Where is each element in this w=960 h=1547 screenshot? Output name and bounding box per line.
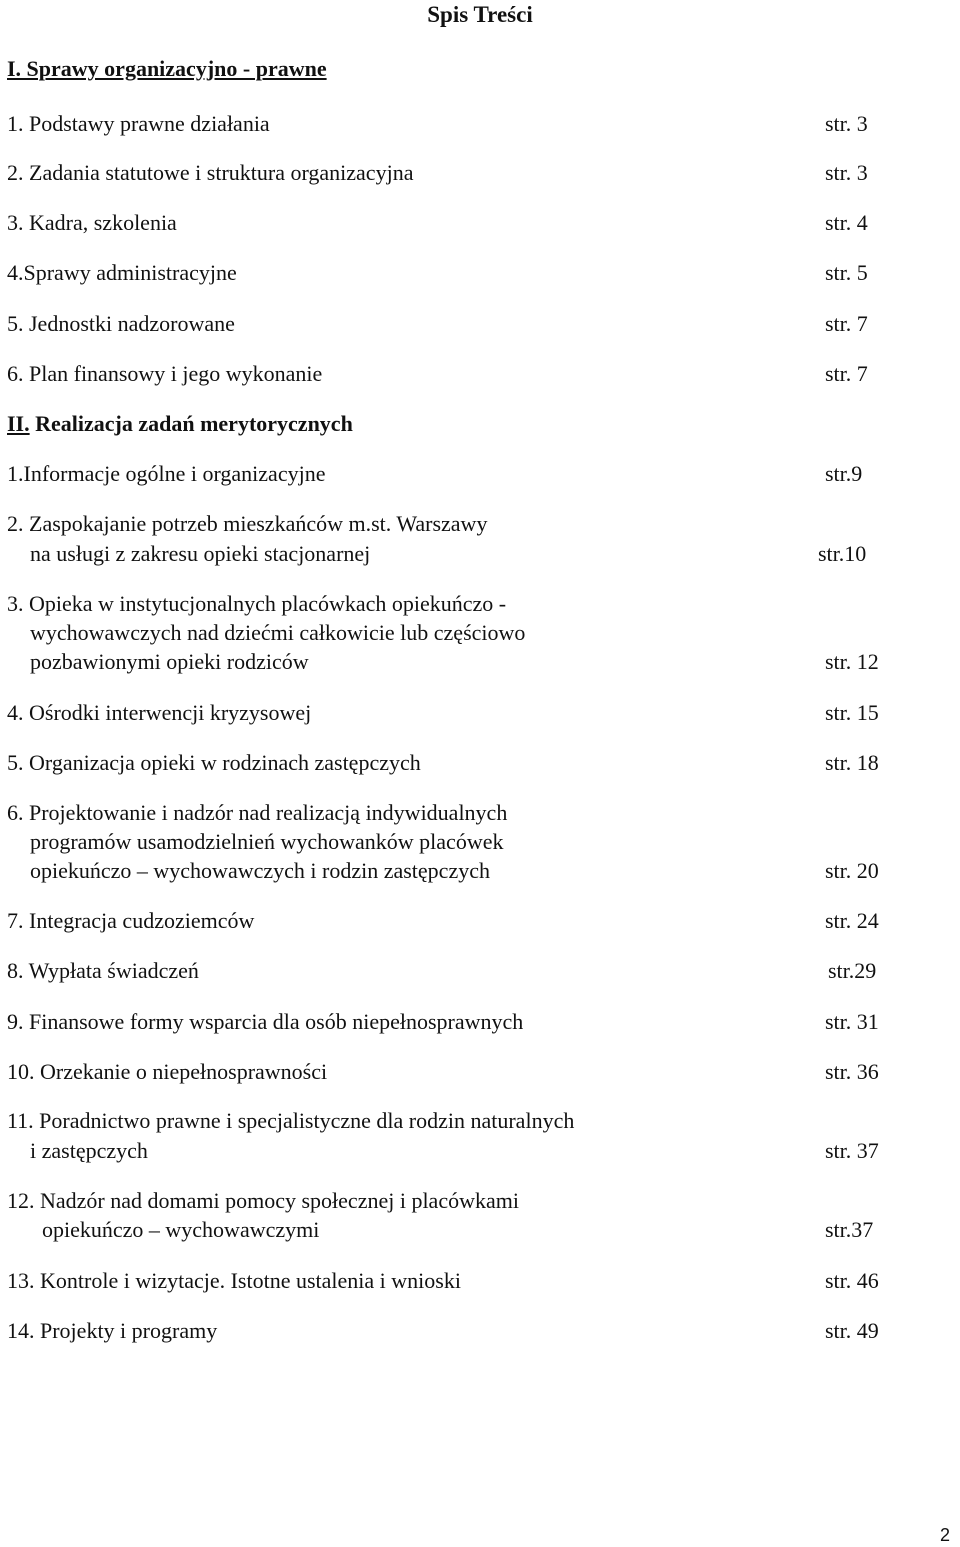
toc-page-2-2: str.10 (818, 541, 867, 566)
toc-entry-2-2-line2: na usługi z zakresu opieki stacjonarnej (30, 541, 371, 566)
toc-page-2-3: str. 12 (825, 649, 879, 674)
section-heading-1: I. Sprawy organizacyjno - prawne (7, 56, 327, 81)
toc-page-2-6: str. 20 (825, 858, 879, 883)
toc-page-2-4: str. 15 (825, 700, 879, 725)
toc-page-1-6: str. 7 (825, 361, 868, 386)
toc-page-1-1: str. 3 (825, 111, 868, 136)
toc-page-2-10: str. 36 (825, 1059, 879, 1084)
toc-page-2-14: str. 49 (825, 1318, 879, 1343)
toc-page-1-5: str. 7 (825, 311, 868, 336)
toc-page-2-8: str.29 (828, 958, 877, 983)
toc-page-1-4: str. 5 (825, 260, 868, 285)
toc-page-2-11: str. 37 (825, 1138, 879, 1163)
toc-entry-2-11: 11. Poradnictwo prawne i specjalistyczne dla rodzin naturalnych (7, 1108, 575, 1133)
section-heading-2-text: Realizacja zadań merytorycznych (29, 411, 353, 436)
toc-entry-2-11-line2: i zastępczych (30, 1138, 148, 1163)
section-heading-2-number: II. (7, 411, 30, 436)
toc-entry-2-7: 7. Integracja cudzoziemców (7, 908, 255, 933)
toc-entry-1-5: 5. Jednostki nadzorowane (7, 311, 235, 336)
toc-entry-2-8: 8. Wypłata świadczeń (7, 958, 199, 983)
toc-entry-2-6-line3: opiekuńczo – wychowawczych i rodzin zastępczych (30, 858, 490, 883)
toc-entry-2-3-line3: pozbawionymi opieki rodziców (30, 649, 309, 674)
toc-entry-1-3: 3. Kadra, szkolenia (7, 210, 177, 235)
toc-page-2-13: str. 46 (825, 1268, 879, 1293)
toc-entry-2-14: 14. Projekty i programy (7, 1318, 218, 1343)
toc-entry-2-3: 3. Opieka w instytucjonalnych placówkach opiekuńczo - (7, 591, 507, 616)
toc-entry-1-1: 1. Podstawy prawne działania (7, 111, 270, 136)
toc-page-2-12: str.37 (825, 1217, 874, 1242)
toc-page-1-3: str. 4 (825, 210, 868, 235)
page-number: 2 (939, 1525, 950, 1545)
toc-page-2-5: str. 18 (825, 750, 879, 775)
toc-entry-2-10: 10. Orzekanie o niepełnosprawności (7, 1059, 328, 1084)
toc-entry-2-6-line2: programów usamodzielnień wychowanków placówek (30, 829, 504, 854)
toc-entry-2-1: 1.Informacje ogólne i organizacyjne (7, 461, 326, 486)
section-heading-2 (7, 411, 353, 437)
toc-entry-2-12-line2: opiekuńczo – wychowawczymi (42, 1217, 320, 1242)
toc-entry-2-9: 9. Finansowe formy wsparcia dla osób niepełnosprawnych (7, 1009, 524, 1034)
toc-entry-2-2: 2. Zaspokajanie potrzeb mieszkańców m.st. Warszawy (7, 511, 488, 536)
toc-page-2-1: str.9 (825, 461, 863, 486)
toc-title: Spis Treści (427, 2, 533, 27)
toc-entry-1-6: 6. Plan finansowy i jego wykonanie (7, 361, 323, 386)
toc-entry-2-13: 13. Kontrole i wizytacje. Istotne ustalenia i wnioski (7, 1268, 461, 1293)
toc-entry-1-4: 4.Sprawy administracyjne (7, 260, 237, 285)
toc-entry-2-5: 5. Organizacja opieki w rodzinach zastępczych (7, 750, 421, 775)
toc-entry-2-3-line2: wychowawczych nad dziećmi całkowicie lub częściowo (30, 620, 526, 645)
toc-page-2-7: str. 24 (825, 908, 879, 933)
toc-entry-2-6: 6. Projektowanie i nadzór nad realizacją indywidualnych (7, 800, 508, 825)
toc-entry-2-4: 4. Ośrodki interwencji kryzysowej (7, 700, 312, 725)
toc-page-2-9: str. 31 (825, 1009, 879, 1034)
toc-entry-2-12: 12. Nadzór nad domami pomocy społecznej i placówkami (7, 1188, 519, 1213)
toc-page-1-2: str. 3 (825, 160, 868, 185)
toc-entry-1-2: 2. Zadania statutowe i struktura organizacyjna (7, 160, 414, 185)
